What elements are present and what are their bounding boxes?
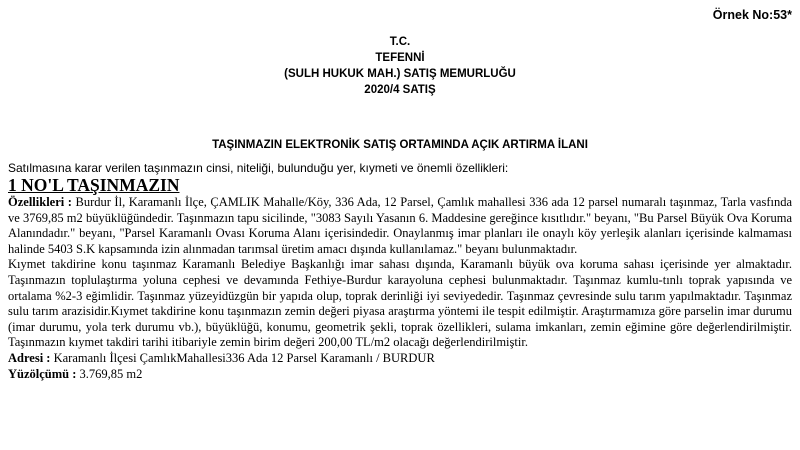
area-text: 3.769,85 m2 [79,366,143,381]
address-label: Adresi : [8,350,51,365]
features-paragraph [8,195,792,257]
issuer-header [0,34,800,98]
address-paragraph [8,351,792,367]
header-line-file-no: 2020/4 SATIŞ [364,84,436,96]
features-text: Burdur İl, Karamanlı İlçe, ÇAMLIK Mahalle/Köy, 336 Ada, 12 Parsel, Çamlık mahallesi 336 ada 12 parsel numaralı taşınmaz, Tarla vasfında ve 3769,85 m2 büyüklüğündedir. Taşınmazın tapu sicilinde, "3083 Sayılı Yasanın 6. Maddesine gereğince kısıtlıdır." beyanı, "Bu Parsel Büyük Ova Koruma Alanındadır." beyanı, "Parsel Karamanlı Ovası Koruma Alanı içerisindedir. Onaylanmış imar planları ile onaylı köy yerleşik alanları içerisinde kalmaması halinde 5403 S.K kapsamında izin alınmadan tarımsal üretim amacı dışında kullanılamaz." beyanı bulunmaktadır. [8,195,792,256]
area-paragraph [8,367,792,383]
header-line-tc: T.C. [389,36,411,48]
features-label: Özellikleri : [8,195,72,209]
area-label: Yüzölçümü : [8,366,77,381]
valuation-paragraph: Kıymet takdirine konu taşınmaz Karamanlı Belediye Başkanlığı imar sahası dışında, Karamanlı büyük ova koruma sahası içerisinde yer almaktadır. Taşınmazın toplulaştırma yoluna cephesi ve devamında Fethiye-Burdur karayoluna cephesi bulunmaktadır. Taşınmaz kumlu-tınlı toprak yapısında ve ortalama %2-3 eğimlidir. Taşınmaz yüzeyidüzgün bir yapıda olup, toprak derinliği iyi seviyededir. Taşınmaz çevresinde sulu tarım yapılmaktadır. Taşınmaz sulu tarım arazisidir.Kıymet takdirine konu taşınmazın zemin değeri piyasa araştırma yöntemi ile tespit edilmiştir. Araştırmamıza göre parselin imar durumu (imar durumu, yola terk durumu vb.), büyüklüğü, konumu, geometrik şekli, toprak özellikleri, sulama imkanları, zemin eğimine göre değerlendirilmiştir. Taşınmazın kıymet takdiri tarihi itibariyle zemin birim değeri 200,00 TL/m2 olacağı değerlendirilmiştir. [8,257,792,350]
example-number: Örnek No:53* [712,8,792,22]
announcement-title: TAŞINMAZIN ELEKTRONİK SATIŞ ORTAMINDA AÇIK ARTIRMA İLANI [212,139,588,151]
property-details [8,195,792,382]
header-line-district: TEFENNİ [375,52,425,64]
property-title: 1 NO'L TAŞINMAZIN [8,175,180,195]
address-text: Karamanlı İlçesi ÇamlıkMahallesi336 Ada 12 Parsel Karamanlı / BURDUR [53,350,435,365]
header-line-office: (SULH HUKUK MAH.) SATIŞ MEMURLUĞU [284,68,516,80]
intro-text: Satılmasına karar verilen taşınmazın cinsi, niteliği, bulunduğu yer, kıymeti ve önemli özellikleri: [8,161,509,175]
